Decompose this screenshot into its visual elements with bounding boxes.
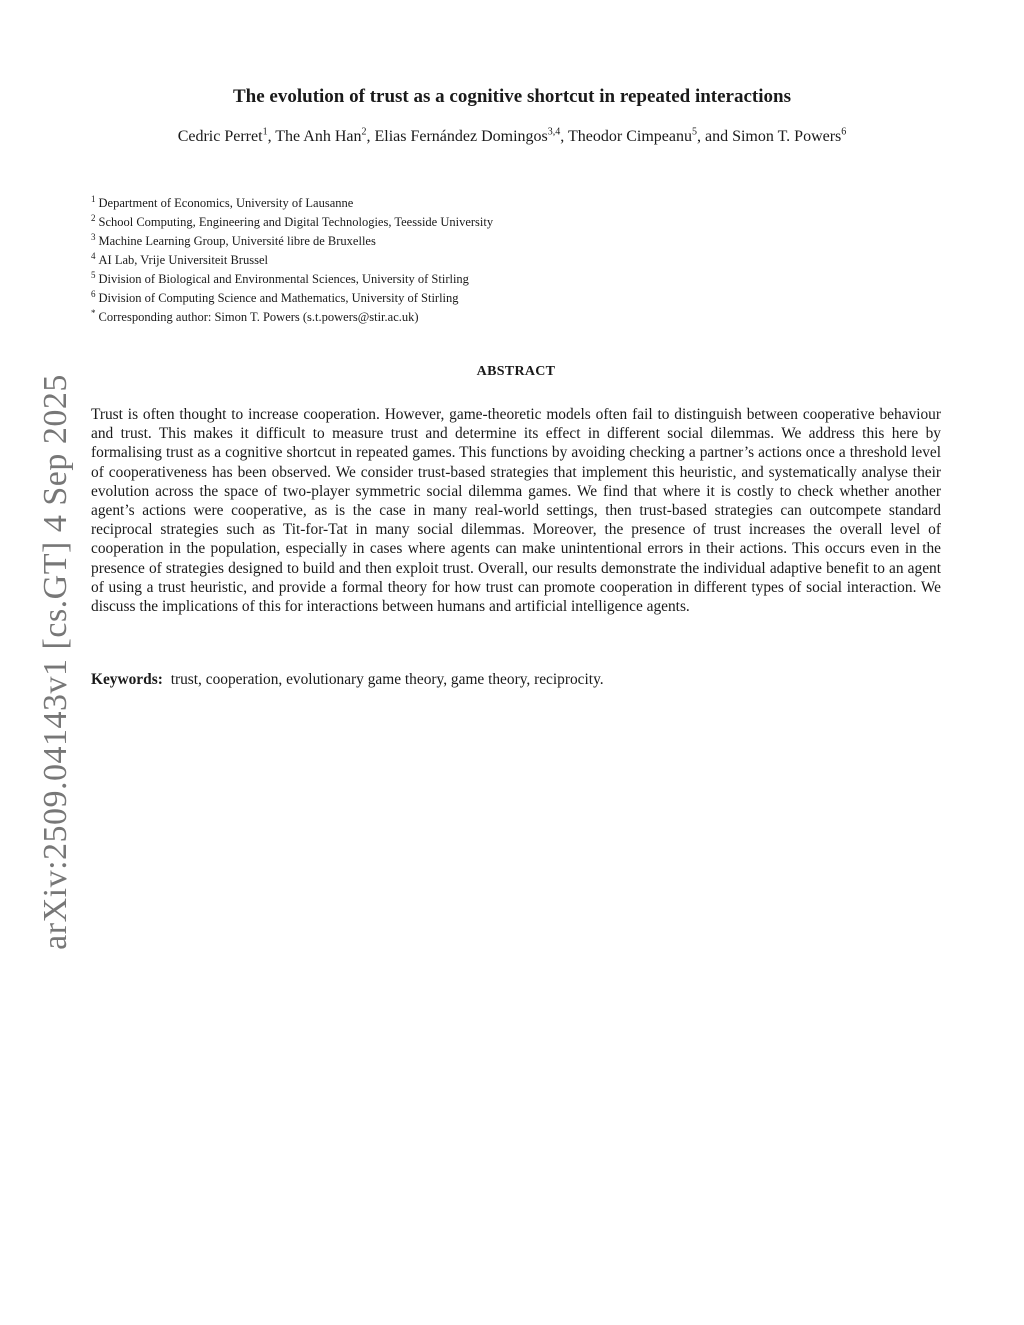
author-name: The Anh Han — [275, 128, 362, 145]
affiliation-mark: 5 — [91, 269, 96, 280]
affiliation — [91, 232, 951, 251]
abstract-text: Trust is often thought to increase cooperation. However, game-theoretic models often fail to distinguish between cooperative behaviour and trust. This makes it difficult to measure trust and determine its effect in different social dilemmas. We address this here by formalising trust as a cognitive shortcut in repeated games. This functions by avoiding checking a partner’s actions once a threshold level of cooperativeness has been observed. We consider trust-based strategies that implement this heuristic, and systematically analyse their evolution across the space of two-player symmetric social dilemma games. We find that where it is costly to check whether another agent’s actions were cooperative, as is the case in many real-world settings, then trust-based strategies can outcompete standard reciprocal strategies such as Tit-for-Tat in many social dilemmas. Moreover, the presence of trust increases the overall level of cooperation in the population, especially in cases where agents can make unintentional errors in their actions. This occurs even in the presence of strategies designed to build and then exploit trust. Overall, our results demonstrate the individual adaptive benefit to an agent of using a trust heuristic, and provide a formal theory for how trust can promote cooperation in different types of social interaction. We discuss the implications of this for interactions between humans and artificial intelligence agents. — [91, 406, 941, 616]
affiliation-text: Department of Economics, University of Lausanne — [98, 196, 354, 210]
keywords — [91, 670, 941, 689]
author — [568, 128, 732, 145]
author — [275, 128, 374, 145]
affiliation-mark: 4 — [91, 250, 96, 261]
affiliation-text: AI Lab, Vrije Universiteit Brussel — [98, 253, 268, 267]
affiliation-mark: * — [91, 307, 96, 318]
author-name: Simon T. Powers — [732, 128, 842, 145]
affiliation-mark: 1 — [91, 193, 96, 204]
author — [178, 128, 276, 145]
affiliation-text: School Computing, Engineering and Digital Technologies, Teesside University — [98, 215, 494, 229]
affiliation-list — [91, 194, 951, 327]
author-separator: , and — [696, 128, 733, 145]
affiliation-text: Division of Biological and Environmental Sciences, University of Stirling — [98, 272, 469, 286]
author-list — [0, 128, 1024, 146]
affiliation-text: Corresponding author: Simon T. Powers (s.t.powers@stir.ac.uk) — [98, 310, 419, 324]
corresponding-author — [91, 308, 951, 327]
author-separator: , — [560, 128, 568, 145]
affiliation — [91, 270, 951, 289]
affiliation — [91, 289, 951, 308]
affiliation-mark: 2 — [91, 212, 96, 223]
author-affil-mark: 5 — [691, 126, 697, 138]
author-affil-mark: 3,4 — [547, 126, 561, 138]
author-name: Elias Fernández Domingos — [374, 128, 548, 145]
author-separator: , — [366, 128, 375, 145]
author — [374, 128, 568, 145]
affiliation-text: Machine Learning Group, Université libre de Bruxelles — [98, 234, 376, 248]
author-name: Cedric Perret — [177, 128, 263, 145]
affiliation-text: Division of Computing Science and Mathematics, University of Stirling — [98, 291, 459, 305]
affiliation-mark: 6 — [91, 288, 96, 299]
author-affil-mark: 6 — [841, 126, 847, 138]
keywords-label: Keywords: — [91, 671, 163, 688]
keywords-text: trust, cooperation, evolutionary game theory, game theory, reciprocity. — [170, 671, 604, 688]
author-affil-mark: 1 — [262, 126, 268, 138]
arxiv-side-stamp: arXiv:2509.04143v1 [cs.GT] 4 Sep 2025 — [37, 374, 74, 950]
author-name: Theodor Cimpeanu — [568, 128, 692, 145]
affiliation — [91, 251, 951, 270]
abstract-heading: ABSTRACT — [476, 364, 556, 379]
author-affil-mark: 2 — [361, 126, 367, 138]
affiliation — [91, 194, 951, 213]
author — [732, 128, 846, 145]
affiliation-mark: 3 — [91, 231, 96, 242]
affiliation — [91, 213, 951, 232]
paper-title: The evolution of trust as a cognitive shortcut in repeated interactions — [233, 86, 791, 107]
author-separator: , — [267, 128, 276, 145]
